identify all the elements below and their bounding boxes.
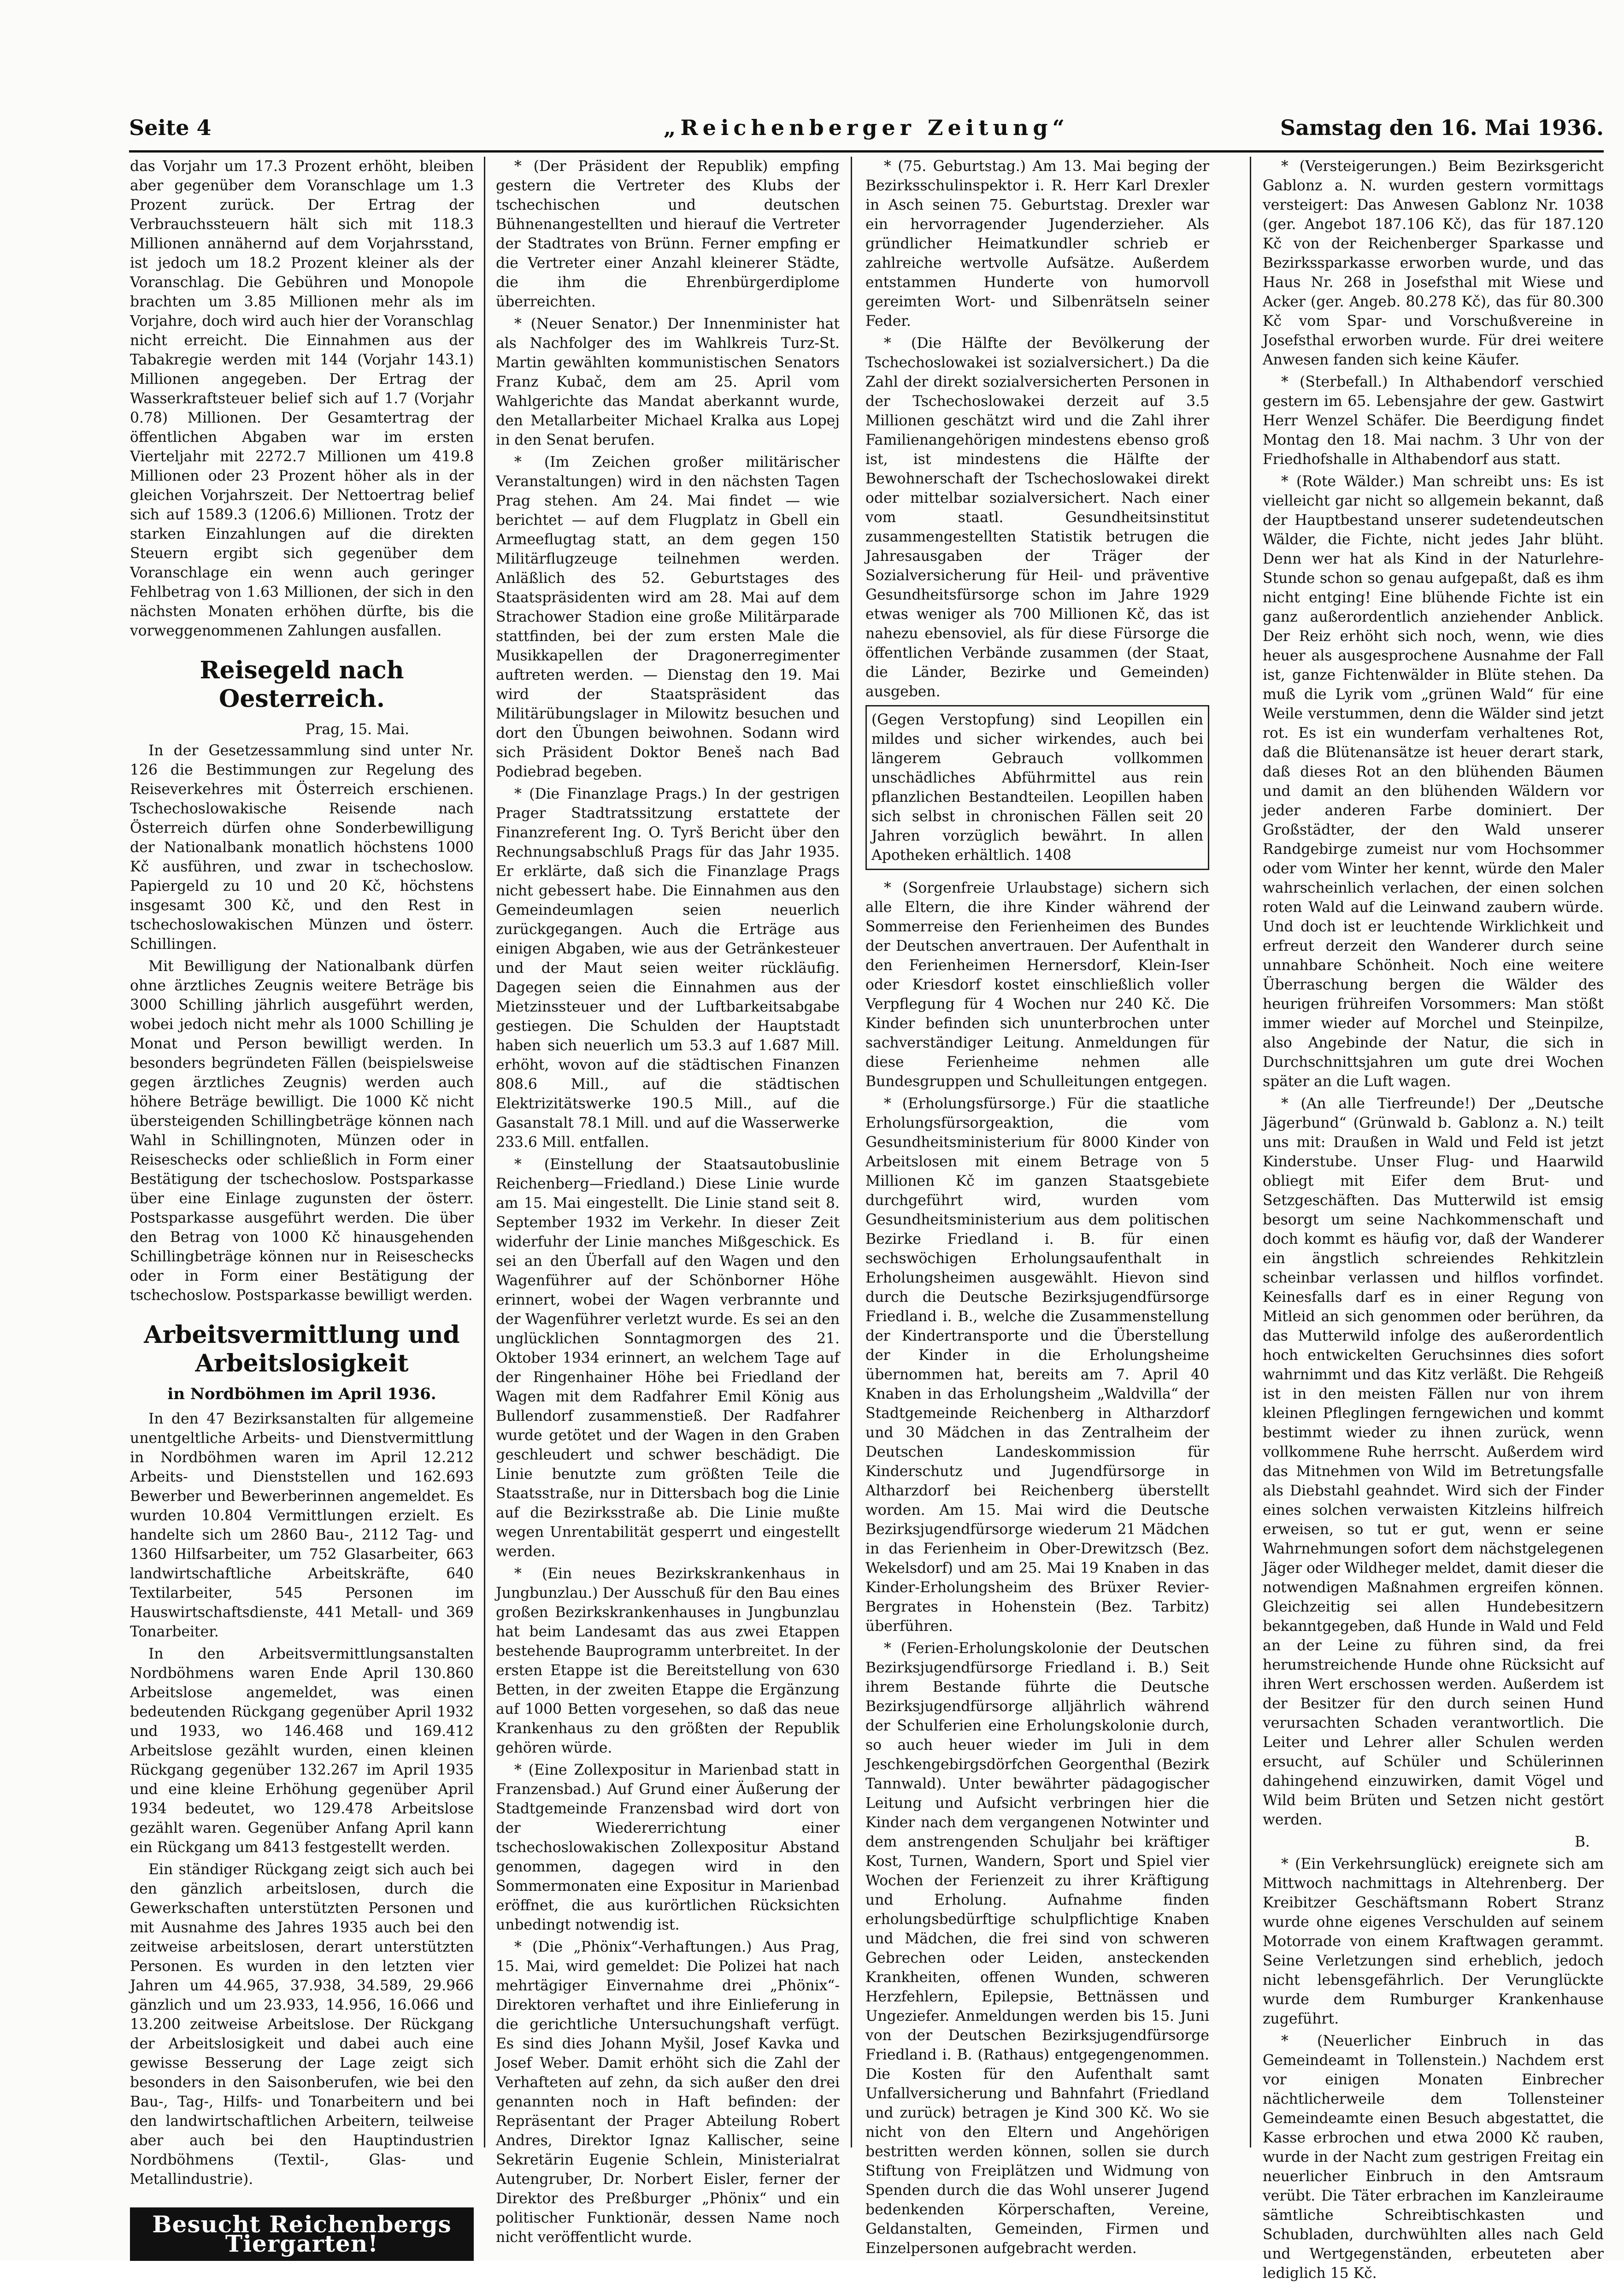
news-item: * (Einstellung der Staatsautobuslinie Reichenberg—Friedland.) Diese Linie wurde am 15. Mai eingestellt. Die Linie stand seit 8. September 1932 im Verkehr. In dieser Zeit widerfuhr der Linie manches Mißgeschick. Es sei an den Überfall auf den Wagen und den Wagenführer auf der Schönborner Höhe erinnert, wobei der Wagen verbrannte und der Wagenführer verletzt wurde. Es sei an den unglücklichen Sonntagmorgen des 21. Oktober 1934 erinnert, an welchem Tage auf der Ringenhainer Höhe bei Friedland der Wagen mit dem Radfahrer Emil König aus Bullendorf zusammenstieß. Der Radfahrer wurde getötet und der Wagen in den Graben geschleudert und schwer beschädigt. Die Linie benutzte zum größten Teile die Staatsstraße, nur in Dittersbach bog die Linie auf die Bezirksstraße ab. Die Linie mußte wegen Unrentabilität gesperrt und eingestellt werden. (496, 1156, 840, 1560)
news-item: * (An alle Tierfreunde!) Der „Deutsche Jägerbund“ (Grünwald b. Gablonz a. N.) teilt uns mit: Draußen in Wald und Feld ist jetzt Kinderstube. Unser Flug- und Haarwild obliegt mit Eifer dem Brut- und Setzgeschäften. Das Mutterwild ist emsig besorgt um seine Nachkommenschaft und doch kommt es häufig vor, daß der Wanderer ein ängstlich schreiendes Rehkitzlein scheinbar verlassen und hilflos vorfindet. Keinesfalls darf es in einer Regung von Mitleid an sich genommen oder berühren, da das Mutterwild infolge des außerordentlich hoch entwickelten Geruchsinnes dies sofort wahrnimmt und das Kitz verläßt. Die Rehgeiß ist in den meisten Fällen nur von ihrem kleinen Pfleglingen ferngewichen und kommt bestimmt wieder zu ihnen zurück, wenn vollkommene Ruhe herrscht. Außerdem wird das Mitnehmen von Wild im Betretungsfalle als Diebstahl geahndet. Wird sich der Finder eines solchen verwaisten Kitzleins hilfreich erweisen, so tut er gut, wenn er seine Wahrnehmungen sofort dem nächstgelegenen Jäger oder Wildheger meldet, damit dieser die notwendigen Maßnahmen ergreifen können. Gleichzeitig sei allen Hundebesitzern bekanntgegeben, daß Hunde in Wald und Feld an der Leine zu führen sind, da frei herumstreichende Hunde ohne Rücksicht auf ihren Wert erschossen werden. Außerdem ist der Besitzer für den durch seinen Hund verursachten Schaden verantwortlich. Die Leiter und Lehrer aller Schulen werden ersucht, auf Schüler und Schülerinnen dahingehend einzuwirken, damit Vögel und Wild beim Brüten und Setzen nicht gestört werden. (1263, 1095, 1604, 1828)
article-text: Ein ständiger Rückgang zeigt sich auch bei den gänzlich arbeitslosen, durch die Gewerkschaften unterstützten Personen und mit Ausnahme des Jahres 1935 auch bei den zeitweise arbeitslosen, derart unterstützten Personen. Es wurden in den letzten vier Jahren um 44.965, 37.938, 34.589, 29.966 gänzlich und um 23.933, 14.956, 16.066 und 13.200 zeitweise Arbeitslose. Der Rückgang der Arbeitslosigkeit und dabei auch eine gewisse Besserung der Lage zeigt sich besonders in den Saisonberufen, wie bei den Bau-, Tag-, Hilfs- und Tonarbeitern und bei den landwirtschaftlichen Arbeitern, teilweise aber auch bei den Hauptindustrien Nordböhmens (Textil-, Glas- und Metallindustrie). (130, 1861, 474, 2188)
news-item: * (Die „Phönix“-Verhaftungen.) Aus Prag, 15. Mai, wird gemeldet: Die Polizei hat nach mehrtägiger Einvernahme drei „Phönix“-Direktoren verhaftet und ihre Einlieferung in die gerichtliche Untersuchungshaft verfügt. Es sind dies Johann Myšil, Josef Kavka und Josef Weber. Damit erhöht sich die Zahl der Verhafteten auf zehn, da sich außer den drei genannten noch in Haft befinden: der Repräsentant der Prager Abteilung Robert Andres, Direktor Ignaz Kallischer, seine Sekretärin Eugenie Schlein, Ministerialrat Autengruber, Dr. Norbert Eisler, ferner der Direktor des Preßburger „Phönix“ und ein politischer Funktionär, dessen Name noch nicht veröffentlicht wurde. (496, 1939, 840, 2246)
column-4 (1263, 157, 1604, 2282)
news-item: * (Der Präsident der Republik) empfing gestern die Vertreter des Klubs der tschechischen und deutschen Bühnenangestellten und hierauf die Vertreter der Stadtrates von Brünn. Ferner empfing er die Vertreter einer Anzahl kleinerer Städte, die ihm die Ehrenbürgerdiplome überreichten. (496, 158, 840, 310)
dateline: Prag, 15. Mai. (305, 721, 409, 738)
news-item: * (Eine Zollexpositur in Marienbad statt in Franzensbad.) Auf Grund einer Äußerung der Stadtgemeinde Franzensbad wird dort von der Wiedererrichtung einer tschechoslowakischen Zollexpositur Abstand genommen, dagegen wird in den Sommermonaten eine Expositur in Marienbad eröffnet, die aus kurörtlichen Rücksichten unbedingt notwendig ist. (496, 1762, 840, 1933)
article-text: Mit Bewilligung der Nationalbank dürfen ohne ärztliches Zeugnis weitere Beträge bis 3000 Schilling jährlich ausgeführt werden, wobei jedoch nicht mehr als 1000 Schilling je Monat und Person bewilligt werden. In besonders begründeten Fällen (beispielsweise gegen ärztliches Zeugnis) werden auch höhere Beträge bewilligt. Die 1000 Kč nicht übersteigenden Schillingbeträge können nach Wahl in Schillingnoten, Münzen oder in Reiseschecks oder schließlich in Form einer Bestätigung der tschechoslow. Postsparkasse über eine Einlage zugunsten der österr. Postsparkasse ausgeführt werden. Die über den Betrag von 1000 Kč hinausgehenden Schillingbeträge können nur in Reiseschecks oder in Form einer Bestätigung der tschechoslow. Postsparkasse bewilligt werden. (130, 958, 474, 1304)
author-signature: B. (1574, 1834, 1590, 1850)
column-rule (1250, 157, 1251, 2148)
column-rule (484, 157, 485, 2148)
page-number: Seite 4 (129, 115, 212, 140)
laxative-advertisement: (Gegen Verstopfung) sind Leopillen ein mildes und sicher wirkendes, auch bei längerem Gebrauch vollkommen unschädliches Abführmittel aus rein pflanzlichen Bestandteilen. Leopillen haben sich selbst in chronischen Fällen seit 20 Jahren vorzüglich bewährt. In allen Apotheken erhältlich. 1408 (865, 705, 1209, 870)
column-2 (496, 157, 840, 2258)
article-text: das Vorjahr um 17.3 Prozent erhöht, bleiben aber gegenüber dem Voranschlage um 1.3 Prozent zurück. Der Ertrag der Verbrauchssteuern hält sich mit 118.3 Millionen annähernd auf dem Vorjahrsstand, ist jedoch um 18.2 Prozent kleiner als der Voranschlag. Die Gebühren und Monopole brachten um 3.85 Millionen mehr als im Vorjahre, doch wird auch hier der Voranschlag nicht erreicht. Die Einnahmen aus der Tabakregie werden mit 144 (Vorjahr 143.1) Millionen angegeben. Der Ertrag der Wasserkraftsteuer belief sich auf 1.7 (Vorjahr 0.78) Millionen. Der Gesamtertrag der öffentlichen Abgaben war im ersten Vierteljahr mit 2272.7 Millionen um 419.8 Millionen oder 23 Prozent höher als in der gleichen Vorjahrszeit. Der Nettoertrag belief sich auf 1589.3 (1206.6) Millionen. Trotz der starken Einzahlungen auf die direkten Steuern ergibt sich gegenüber dem Voranschlage ein wenn auch geringer Fehlbetrag von 1.63 Millionen, der sich in den nächsten Monaten erhöhen dürfte, bis die vorweggenommenen Zahlungen ausfallen. (130, 158, 474, 639)
news-item: * (Erholungsfürsorge.) Für die staatliche Erholungsfürsorgeaktion, die vom Gesundheitsministerium für 8000 Kinder von Arbeitslosen mit einem Betrage von 5 Millionen Kč im ganzen Staatsgebiete durchgeführt wird, wurden vom Gesundheitsministerium aus dem politischen Bezirke Friedland i. B. für einen sechswöchigen Erholungsaufenthalt in Erholungsheimen ausgewählt. Hievon sind durch die Deutsche Bezirksjugendfürsorge Friedland i. B., welche die Zusammenstellung der Kindertransporte und die Überstellung der Kinder in die Erholungsheime übernommen hat, bereits am 7. April 40 Knaben in das Erholungsheim „Waldvilla“ der Stadtgemeinde Reichenberg in Altharzdorf und 30 Mädchen in das Zentralheim der Deutschen Landeskommission für Kinderschutz und Jugendfürsorge in Altharzdorf bei Reichenberg überstellt worden. Am 15. Mai wird die Deutsche Bezirksjugendfürsorge wiederum 21 Mädchen in das Ferienheim in Ober-Drewitzsch (Bez. Wekelsdorf) und am 25. Mai 19 Knaben in das Kinder-Erholungsheim des Brüxer Revier-Bergrates in Hohenstein (Bez. Tarbitz) überführen. (865, 1095, 1209, 1635)
news-item: * (75. Geburtstag.) Am 13. Mai beging der Bezirksschulinspektor i. R. Herr Karl Drexler in Asch seinen 75. Geburtstag. Drexler war ein hervorragender Jugenderzieher. Als gründlicher Heimatkundler schrieb er zahlreiche wertvolle Aufsätze. Außerdem entstammen Hunderte von humorvoll gereimten Wort- und Silbenrätseln seiner Feder. (865, 158, 1209, 330)
news-item: * (Sterbefall.) In Althabendorf verschied gestern im 65. Lebensjahre der gew. Gastwirt Herr Wenzel Schäfer. Die Beerdigung findet Montag den 18. Mai nachm. 3 Uhr von der Friedhofshalle in Althabendorf aus statt. (1263, 374, 1604, 468)
news-item: * (Neuerlicher Einbruch in das Gemeindeamt in Tollenstein.) Nachdem erst vor einigen Monaten Einbrecher nächtlicherweile dem Tollensteiner Gemeindeamte einen Besuch abgestattet, die Kasse erbrochen und etwa 2000 Kč rauben, wurde in der Nacht zum gestrigen Freitag ein neuerlicher Einbruch in den Amtsraum verübt. Die Täter erbrachen im Kanzleiraume sämtliche Schreibtischkasten und Schubladen, durchwühlten alles nach Geld und Wertgegenständen, erbeuteten aber lediglich 15 Kč. (1263, 2033, 1604, 2282)
article-text: In den 47 Bezirksanstalten für allgemeine unentgeltliche Arbeits- und Dienstvermittlung in Nordböhmen waren im April 12.212 Arbeits- und Dienststellen und 162.693 Bewerber und Bewerberinnen angemeldet. Es wurden 10.804 Vermittlungen erzielt. Es handelte sich um 2860 Bau-, 2112 Tag- und 1360 Hilfsarbeiter, um 752 Glasarbeiter, 663 landwirtschaftliche Arbeitskräfte, 640 Textilarbeiter, 545 Personen im Hauswirtschaftsdienste, 441 Metall- und 369 Tonarbeiter. (130, 1411, 474, 1640)
article-headline: Arbeitsvermittlung und Arbeitslosigkeit (144, 1321, 460, 1377)
article-headline: Reisegeld nach Oesterreich. (200, 656, 404, 713)
article-text: In der Gesetzessammlung sind unter Nr. 126 die Bestimmungen zur Regelung des Reiseverkehres mit Österreich erschienen. Tschechoslowakische Reisende nach Österreich dürfen ohne Sonderbewilligung der Nationalbank monatlich höchstens 1000 Kč ausführen, und zwar in tschechoslow. Papiergeld zu 10 und 20 Kč, höchstens insgesamt 300 Kč, und den Rest in tschechoslowakischen Münzen und österr. Schillingen. (130, 742, 474, 953)
news-item: * (Ferien-Erholungskolonie der Deutschen Bezirksjugendfürsorge Friedland i. B.) Seit ihrem Bestande führte die Deutsche Bezirksjugendfürsorge alljährlich während der Schulferien eine Erholungskolonie durch, so auch heuer wieder im Juli in dem Jeschkengebirgsdörfchen Georgenthal (Bezirk Tannwald). Unter bewährter pädagogischer Leitung und Aufsicht verbringen hier die Kinder nach dem vergangenen Notwinter und dem anstrengenden Schuljahr bei kräftiger Kost, Turnen, Wandern, Sport und Spiel vier Wochen der Ferienzeit zu ihrer Kräftigung und Erholung. Aufnahme finden erholungsbedürftige schulpflichtige Knaben und Mädchen, die frei sind von schweren Gebrechen oder Leiden, ansteckenden Krankheiten, offenen Wunden, schweren Herzfehlern, Epilepsie, Bettnässen und Ungeziefer. Anmeldungen werden bis 15. Juni von der Deutschen Bezirksjugendfürsorge Friedland i. B. (Rathaus) entgegengenommen. Die Kosten für den Aufenthalt samt Unfallversicherung und Bahnfahrt (Friedland und zurück) betragen je Kind 300 Kč. Wo sie nicht von den Eltern und Angehörigen bestritten werden können, sollen sie durch Stiftung von Freiplätzen und Widmung von Spenden durch die das Wohl unserer Jugend bedenkenden Körperschaften, Vereine, Geldanstalten, Gemeinden, Firmen und Einzelpersonen aufgebracht werden. (865, 1640, 1209, 2257)
issue-date: Samstag den 16. Mai 1936. (1280, 115, 1604, 140)
zoo-advertisement: Besucht Reichenbergs Tiergarten! (130, 2207, 474, 2261)
news-item: * (Versteigerungen.) Beim Bezirksgericht Gablonz a. N. wurden gestern vormittags versteigert: Das Anwesen Gablonz Nr. 1038 (ger. Angebot 187.106 Kč), das für 187.120 Kč von der Reichenberger Sparkasse und Bezirkssparkasse erworben wurde, und das Haus Nr. 268 in Josefsthal mit Wiese und Acker (ger. Angeb. 80.278 Kč), das für 80.300 Kč vom Spar- und Vorschußvereine in Josefsthal erworben wurde. Für drei weitere Anwesen fanden sich keine Käufer. (1263, 158, 1604, 368)
article-text: In den Arbeitsvermittlungsanstalten Nordböhmens waren Ende April 130.860 Arbeitslose angemeldet, was einen bedeutenden Rückgang gegenüber April 1932 und 1933, wo 146.468 und 169.412 Arbeitslose gezählt wurden, einen kleinen Rückgang gegenüber 132.267 im April 1935 und eine kleine Erhöhung gegenüber April 1934 bedeutet, wo 129.478 Arbeitslose gezählt waren. Gegenüber Anfang April kann ein Rückgang um 8413 festgestellt werden. (130, 1646, 474, 1856)
article-subheadline: in Nordböhmen im April 1936. (167, 1385, 436, 1403)
news-item: * (Die Hälfte der Bevölkerung der Tschechoslowakei ist sozialversichert.) Da die Zahl der direkt sozialversicherten Personen in der Tschechoslowakei derzeit auf 3.5 Millionen geschätzt wird und die Zahl ihrer Familienangehörigen mindestens ebenso groß ist, ist mindestens die Hälfte der Bewohnerschaft der Tschechoslowakei direkt oder mittelbar sozialversichert. Nach einer vom staatl. Gesundheitsinstitut zusammengestellten Statistik betrugen die Jahresausgaben der Träger der Sozialversicherung für Heil- und präventive Gesundheitsfürsorge schon im Jahre 1929 etwas weniger als 700 Millionen Kč, das ist nahezu ebensoviel, als für diese Fürsorge die öffentlichen Verbände zusammen (der Staat, die Länder, Bezirke und Gemeinden) ausgeben. (865, 335, 1209, 700)
news-item: * (Sorgenfreie Urlaubstage) sichern sich alle Eltern, die ihre Kinder während der Sommerreise den Ferienheimen des Bundes der Deutschen anvertrauen. Der Aufenthalt in den Ferienheimen Hernersdorf, Klein-Iser oder Kriesdorf kostet einschließlich voller Verpflegung für 4 Wochen nur 240 Kč. Die Kinder befinden sich ununterbrochen unter sachverständiger Leitung. Anmeldungen für diese Ferienheime nehmen alle Bundesgruppen und Schulleitungen entgegen. (865, 880, 1209, 1090)
column-1 (130, 157, 474, 2258)
news-item: * (Im Zeichen großer militärischer Veranstaltungen) wird in den nächsten Tagen Prag stehen. Am 24. Mai findet — wie berichtet — auf dem Flugplatz in Gbell ein Armeeflugtag statt, an dem gegen 150 Militärflugzeuge teilnehmen werden. Anläßlich des 52. Geburtstages des Staatspräsidenten wird am 28. Mai auf dem Strachower Stadion eine große Militärparade stattfinden, bei der zum ersten Male die Musikkapellen der Dragonerregimenter auftreten werden. — Dienstag den 19. Mai wird der Staatspräsident das Militärübungslager in Milowitz besuchen und dort den Übungen beiwohnen. Sodann wird sich Präsident Doktor Beneš nach Bad Podiebrad begeben. (496, 454, 840, 780)
news-item: * (Ein Verkehrsunglück) ereignete sich am Mittwoch nachmittags in Altehrenberg. Der Kreibitzer Geschäftsmann Robert Stranz wurde ohne eigenes Verschulden auf seinem Motorrade von einem Kraftwagen gerammt. Seine Verletzungen sind erheblich, jedoch nicht lebensgefährlich. Der Verunglückte wurde dem Rumburger Krankenhause zugeführt. (1263, 1856, 1604, 2027)
page-header (129, 109, 1604, 153)
news-item: * (Ein neues Bezirkskrankenhaus in Jungbunzlau.) Der Ausschuß für den Bau eines großen Bezirkskrankenhauses in Jungbunzlau hat beim Landesamt das aus zwei Etappen bestehende Bauprogramm unterbreitet. In der ersten Etappe ist die Bereitstellung von 630 Betten, in der zweiten Etappe die Ergänzung auf 1000 Betten vorgesehen, so daß das neue Krankenhaus zu den größten der Republik gehören würde. (496, 1565, 840, 1756)
newspaper-title: „Reichenberger Zeitung“ (663, 115, 1070, 140)
news-item: * (Die Finanzlage Prags.) In der gestrigen Prager Stadtratssitzung erstattete der Finanzreferent Ing. O. Tyrš Bericht über den Rechnungsabschluß Prags für das Jahr 1935. Er erklärte, daß sich die Finanzlage Prags nicht gebessert habe. Die Einnahmen aus den Gemeindeumlagen seien neuerlich zurückgegangen. Auch die Erträge aus einigen Abgaben, wie aus der Getränkesteuer und der Maut seien weiter rückläufig. Dagegen seien die Einnahmen aus der Mietzinssteuer und der Luftbarkeitsabgabe gestiegen. Die Schulden der Hauptstadt haben sich neuerlich um 53.3 auf 1.687 Mill. erhöht, wovon auf die städtischen Finanzen 808.6 Mill., auf die städtischen Elektrizitätswerke 190.5 Mill., auf die Gasanstalt 78.1 Mill. und auf die Wasserwerke 233.6 Mill. entfallen. (496, 786, 840, 1151)
column-3 (865, 157, 1209, 2258)
news-item: * (Rote Wälder.) Man schreibt uns: Es ist vielleicht gar nicht so allgemein bekannt, daß der Hauptbestand unserer sudetendeutschen Wälder, die Fichte, nicht jedes Jahr blüht. Denn wer hat als Kind in der Naturlehre-Stunde schon so genau aufgepaßt, daß es ihm nicht entging! Eine blühende Fichte ist ein ganz außerordentlich anziehender Anblick. Der Reiz erhöht sich noch, wenn, wie dies heuer als ausgesprochene Ausnahme der Fall ist, ganze Fichtenwälder in Blüte stehen. Da muß die Lyrik vom „grünen Wald“ für eine Weile verstummen, denn die Wälder sind jetzt rot. Es ist ein wunderfam verhaltenes Rot, daß die Blütenansätze ist heuer derart stark, daß dieses Rot an den blühenden Bäumen und damit an den blühenden Wäldern vor jeder anderen Farbe dominiert. Der Großstädter, der den Wald unserer Randgebirge zumeist nur vom Hochsommer oder vom Winter her kennt, würde den Maler wahrscheinlich verlachen, der einen solchen roten Wald auf die Leinwand zaubern würde. Und doch ist er leuchtende Wirklichkeit und erfreut derzeit den Wanderer durch seine unnahbare Schönheit. Noch eine weitere Überraschung bergen die Wälder des heurigen frühreifen Vorsommers: Man stößt immer wieder auf Morchel und Steinpilze, also Angebinde der Natur, die sich in Durchschnittsjahren um gute drei Wochen später an die Luft wagen. (1263, 473, 1604, 1090)
column-rule (851, 157, 852, 2148)
news-item: * (Neuer Senator.) Der Innenminister hat als Nachfolger des im Wahlkreis Turz-St. Martin gewählten kommunistischen Senators Franz Kubač, dem am 25. April vom Wahlgerichte das Mandat aberkannt wurde, den Metallarbeiter Michael Kralka aus Lopej in den Senat berufen. (496, 316, 840, 448)
